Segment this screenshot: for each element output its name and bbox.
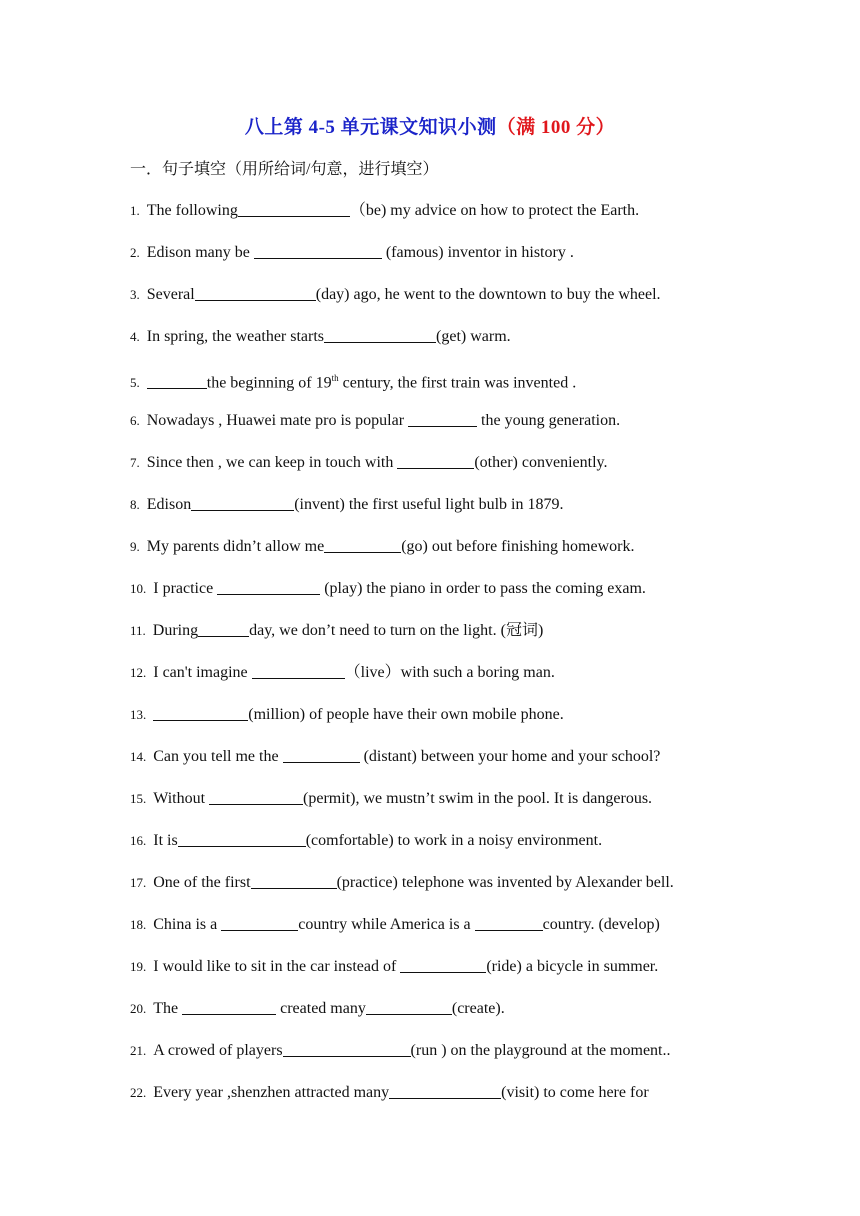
question-4: 4. In spring, the weather starts (get) warm. — [130, 328, 511, 345]
title-main: 八上第 4-5 单元课文知识小测 — [244, 117, 497, 138]
answer-blank[interactable] — [182, 1000, 276, 1015]
question-21: 21. A crowed of players (run ) on the playground at the moment.. — [130, 1042, 671, 1059]
question-5: 5. the beginning of 19th century, the first train was invented . — [130, 373, 577, 392]
answer-blank[interactable] — [209, 790, 303, 805]
title-score: （满 100 分） — [496, 117, 616, 138]
answer-blank[interactable] — [283, 1042, 411, 1057]
question-15: 15. Without (permit), we mustn’t swim in the pool. It is dangerous. — [130, 790, 653, 807]
question-2: 2. Edison many be (famous) inventor in history . — [130, 244, 574, 261]
answer-blank[interactable] — [324, 538, 401, 553]
answer-blank[interactable] — [147, 374, 207, 389]
question-7: 7. Since then , we can keep in touch with (other) conveniently. — [130, 454, 608, 471]
question-17: 17. One of the first (practice) telephone was invented by Alexander bell. — [130, 874, 674, 891]
answer-blank[interactable] — [408, 412, 477, 427]
question-3: 3. Several (day) ago, he went to the downtown to buy the wheel. — [130, 286, 661, 303]
answer-blank[interactable] — [252, 664, 345, 679]
answer-blank[interactable] — [400, 958, 486, 973]
page-title — [0, 112, 860, 139]
question-16: 16. It is (comfortable) to work in a noisy environment. — [130, 832, 603, 849]
question-8: 8. Edison (invent) the first useful light bulb in 1879. — [130, 496, 564, 513]
answer-blank[interactable] — [195, 286, 316, 301]
question-9: 9. My parents didn’t allow me (go) out before finishing homework. — [130, 538, 635, 555]
answer-blank[interactable] — [217, 580, 320, 595]
question-18: 18. China is a country while America is a country. (develop) — [130, 916, 660, 933]
question-14: 14. Can you tell me the (distant) between your home and your school? — [130, 748, 661, 765]
answer-blank[interactable] — [191, 496, 294, 511]
answer-blank[interactable] — [254, 244, 382, 259]
answer-blank[interactable] — [221, 916, 298, 931]
question-1: 1. The following （be) my advice on how to protect the Earth. — [130, 202, 640, 219]
answer-blank[interactable] — [283, 748, 360, 763]
answer-blank[interactable] — [389, 1084, 501, 1099]
question-11: 11. During day, we don’t need to turn on the light. (冠词) — [130, 622, 544, 639]
answer-blank[interactable] — [397, 454, 474, 469]
question-10: 10. I practice (play) the piano in order to pass the coming exam. — [130, 580, 646, 597]
question-22: 22. Every year ,shenzhen attracted many (visit) to come here for — [130, 1084, 649, 1101]
question-20: 20. The created many (create). — [130, 1000, 505, 1017]
answer-blank[interactable] — [178, 832, 306, 847]
answer-blank[interactable] — [324, 328, 436, 343]
question-13: 13. (million) of people have their own mobile phone. — [130, 706, 564, 723]
answer-blank[interactable] — [153, 706, 248, 721]
answer-blank[interactable] — [251, 874, 337, 889]
answer-blank[interactable] — [238, 202, 350, 217]
question-6: 6. Nowadays , Huawei mate pro is popular the young generation. — [130, 412, 621, 429]
question-19: 19. I would like to sit in the car instead of (ride) a bicycle in summer. — [130, 958, 659, 975]
answer-blank[interactable] — [366, 1000, 452, 1015]
question-12: 12. I can't imagine （live）with such a boring man. — [130, 664, 555, 681]
answer-blank[interactable] — [198, 622, 249, 637]
section-heading: 一．句子填空（用所给词/句意，进行填空） — [130, 161, 439, 178]
answer-blank[interactable] — [475, 916, 543, 931]
